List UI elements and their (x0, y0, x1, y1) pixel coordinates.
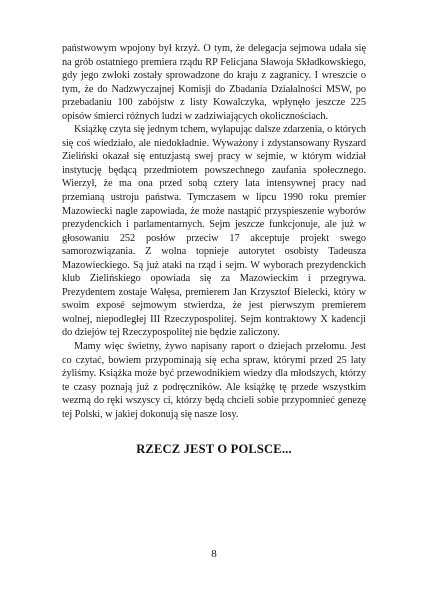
paragraph-2: Książkę czyta się jednym tchem, wyłapując dalsze zdarzenia, o których się coś wiedziało, ale niedokładnie. Wyważony i zdystansowany Ryszard Zieliński okazał się entuzjastą swej pracy w sejmie, w którym widział instytucję będącą przedmiotem powszechnego zaufania społecznego. Wierzył, że ma ona przed sobą cztery lata intensywnej pracy nad przemianą ustroju państwa. Tymczasem w lipcu 1990 roku premier Mazowiecki nagle zapowiada, że może nastąpić przyspieszenie wyborów prezydenckich i parlamentarnych. Sejm jeszcze funkcjonuje, ale już w głosowaniu 252 posłów przeciw 17 akceptuje projekt swego samorozwiązania. Z wolna topnieje autorytet osobisty Tadeusza Mazowieckiego. Są już ataki na rząd i sejm. W wyborach prezydenckich klub Zielińskiego opowiada się za Mazowieckim i przegrywa. Prezydentem zostaje Wałęsa, premierem Jan Krzysztof Bielecki, który w swoim exposé sejmowym stwierdza, że jest pierwszym premierem wolnej, niepodległej III Rzeczypospolitej. Sejm kontraktowy X kadencji do dziejów tej Rzeczypospolitej nie będzie zaliczony. (62, 124, 366, 339)
page-number: 8 (211, 548, 217, 560)
section-heading: RZECZ JEST O POLSCE... (136, 442, 292, 456)
body-text (62, 42, 366, 421)
paragraph-1: państwowym wpojony był krzyż. O tym, że delegacja sejmowa udała się na grób ostatniego premiera rządu RP Felicjana Sławoja Składkowskiego, gdy jego zwłoki zostały sprowadzone do kraju z zagranicy. I wreszcie o tym, że do Nadzwyczajnej Komisji do Zbadania Działalności MSW, po przebadaniu 100 zabójstw z listy Kowalczyka, wpłynęło jeszcze 225 opisów śmierci różnych ludzi w zadziwiających okolicznościach. (62, 43, 366, 122)
paragraph-3: Mamy więc świetny, żywo napisany raport o dziejach przełomu. Jest co czytać, bowiem przypominają się echa spraw, którymi przed 25 laty żyliśmy. Książka może być przewodnikiem wiedzy dla młodszych, którzy te czasy poznają już z podręczników. Ale książkę tę przede wszystkim wezmą do ręki wszyscy ci, którzy będą chcieli sobie przypomnieć genezę tej Polski, w jakiej dokonują się nasze losy. (62, 341, 366, 420)
